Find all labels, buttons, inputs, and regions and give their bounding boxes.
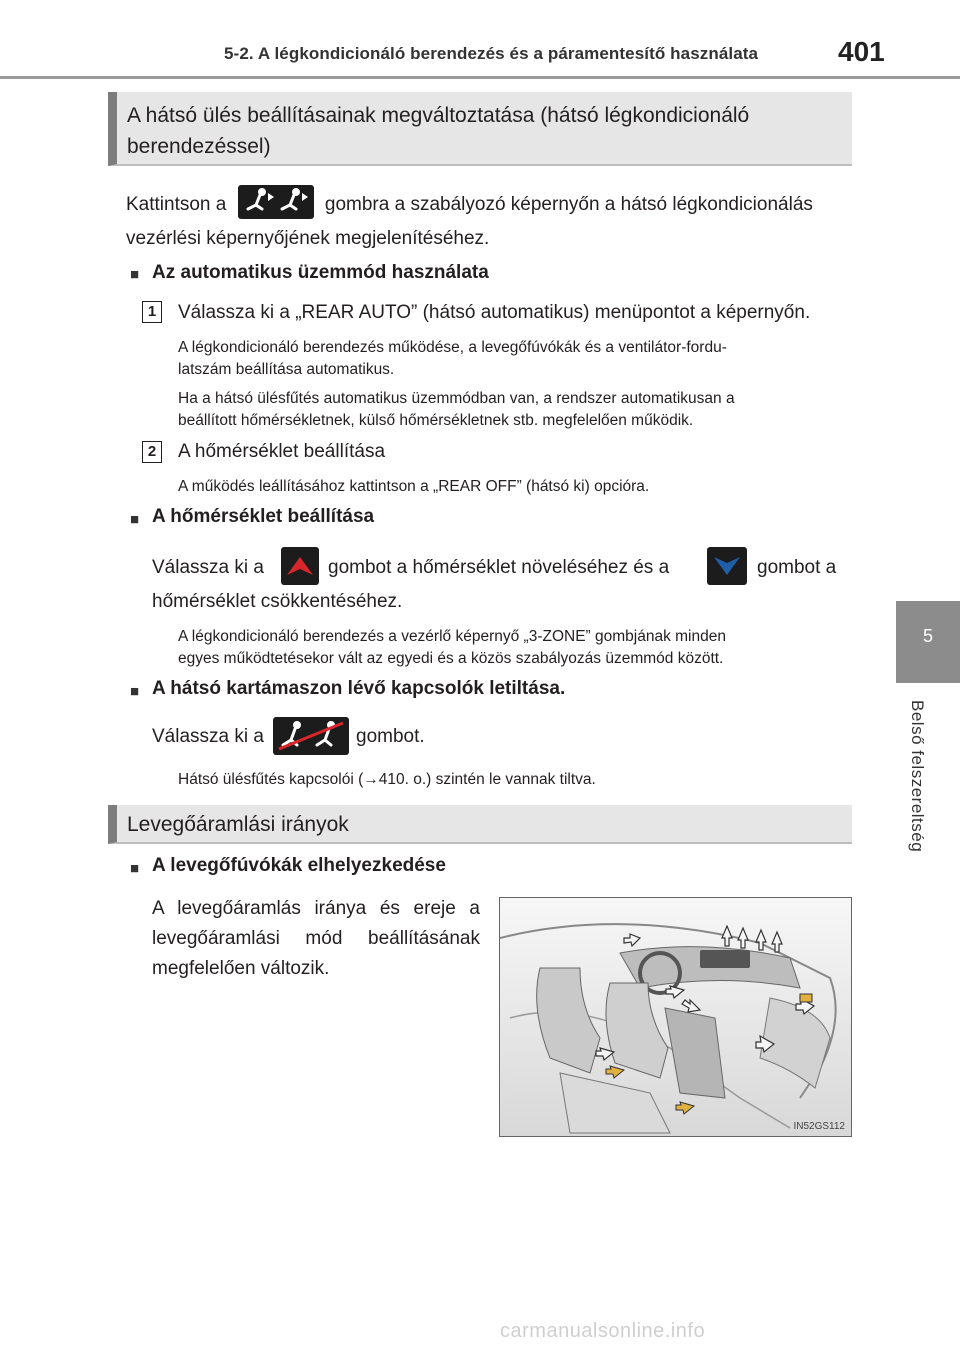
intro-line2: vezérlési képernyőjének megjelenítéséhez. bbox=[126, 228, 490, 249]
intro-paragraph bbox=[126, 188, 852, 222]
header-title: 5-2. A légkondicionáló berendezés és a páramentesítő használata bbox=[224, 44, 759, 63]
car-interior-illustration bbox=[499, 897, 852, 1137]
subheading-vents: A levegőfúvókák elhelyezkedése bbox=[152, 855, 446, 876]
temp-line2: hőmérséklet csökkentéséhez. bbox=[152, 591, 403, 612]
page-ref-arrow: → bbox=[363, 771, 379, 788]
up-arrow-icon bbox=[281, 547, 319, 585]
section2-title: Levegőáramlási irányok bbox=[127, 813, 349, 836]
note-temp-line1: A légkondicionáló berendezés a vezérlő képernyő „3-ZONE” gombjának minden bbox=[178, 628, 726, 645]
intro-text-b: gombra a szabályozó képernyőn a hátsó légkondicionálás bbox=[324, 194, 813, 216]
vents-text-line1: A levegőáramlás iránya és ereje a bbox=[152, 898, 480, 919]
step-number-1: 1 bbox=[142, 301, 162, 323]
chapter-label: Belső felszereltség bbox=[908, 700, 927, 853]
temp-text-b: gombot a hőmérséklet növeléséhez és a bbox=[328, 557, 670, 578]
note-auto-2-line1: Ha a hátsó ülésfűtés automatikus üzemmódban van, a rendszer automatikusan a bbox=[178, 390, 735, 407]
note-lock bbox=[178, 769, 596, 791]
image-code: IN52GS112 bbox=[793, 1121, 845, 1132]
subheading-lock-switches: A hátsó kartámaszon lévő kapcsolók letiltása. bbox=[152, 678, 566, 699]
note-auto-3: A működés leállításához kattintson a „REAR OFF” (hátsó ki) opcióra. bbox=[178, 478, 650, 495]
note-lock-a: Hátsó ülésfűtés kapcsolói ( bbox=[178, 771, 364, 788]
bullet-icon: ■ bbox=[130, 511, 140, 528]
down-arrow-icon bbox=[707, 547, 747, 585]
section-header-airflow bbox=[108, 805, 852, 844]
vents-text-line2: levegőáramlási mód beállításának bbox=[152, 928, 480, 949]
section-header-rear-settings bbox=[108, 92, 852, 166]
bullet-icon: ■ bbox=[130, 266, 140, 283]
temp-text-a: Válassza ki a bbox=[152, 557, 264, 578]
chapter-number: 5 bbox=[922, 626, 933, 646]
temp-text-c: gombot a bbox=[757, 557, 837, 578]
subheading-temperature: A hőmérséklet beállítása bbox=[152, 506, 375, 527]
section-title-line1: A hátsó ülés beállításainak megváltoztatása (hátsó légkondicionáló bbox=[127, 104, 750, 127]
rear-lock-icon bbox=[273, 717, 349, 755]
step-number-2: 2 bbox=[142, 441, 162, 463]
bullet-icon: ■ bbox=[130, 860, 140, 877]
watermark: carmanualsonline.info bbox=[500, 1320, 706, 1342]
rear-seat-icon bbox=[238, 185, 314, 219]
step-2-text: A hőmérséklet beállítása bbox=[178, 441, 386, 462]
note-auto-1-line1: A légkondicionáló berendezés működése, a levegőfúvókák és a ventilátor-fordu- bbox=[178, 339, 727, 356]
note-temp-line2: egyes működtetésekor vált az egyedi és a közös szabályozás üzemmód között. bbox=[178, 650, 724, 667]
bullet-icon: ■ bbox=[130, 683, 140, 700]
note-lock-b: 410. o.) szintén le vannak tiltva. bbox=[378, 771, 596, 788]
lock-text-b: gombot. bbox=[356, 726, 425, 747]
intro-text-a: Kattintson a bbox=[126, 194, 227, 216]
section-title-line2: berendezéssel) bbox=[127, 135, 271, 158]
lock-text-a: Válassza ki a bbox=[152, 726, 264, 747]
header-rule bbox=[0, 76, 960, 79]
subheading-auto-mode: Az automatikus üzemmód használata bbox=[152, 262, 489, 283]
page-number: 401 bbox=[838, 36, 885, 67]
note-auto-1-line2: latszám beállítása automatikus. bbox=[178, 361, 395, 378]
step-1-text: Válassza ki a „REAR AUTO” (hátsó automatikus) menüpontot a képernyőn. bbox=[178, 302, 811, 323]
note-auto-2-line2: beállított hőmérsékletnek, külső hőmérsékletnek stb. megfelelően működik. bbox=[178, 412, 694, 429]
vents-text-line3: megfelelően változik. bbox=[152, 958, 330, 979]
